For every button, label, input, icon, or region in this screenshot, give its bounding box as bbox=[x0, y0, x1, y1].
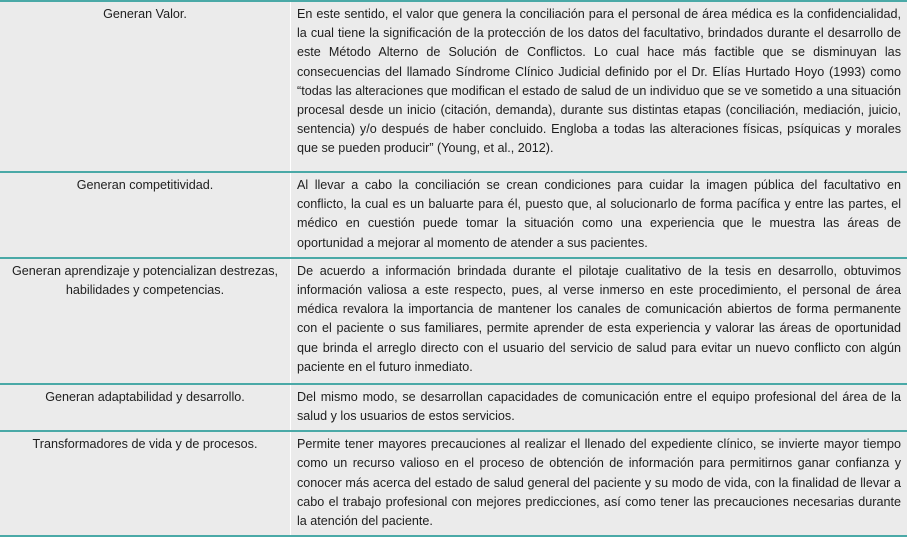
table-row bbox=[0, 431, 907, 536]
row-label: Transformadores de vida y de procesos. bbox=[0, 431, 291, 536]
row-label: Generan adaptabilidad y desarrollo. bbox=[0, 384, 291, 431]
row-description: Del mismo modo, se desarrollan capacidades de comunicación entre el equipo profesional del área de la salud y los usuarios de estos servicios. bbox=[291, 384, 907, 431]
row-label: Generan Valor. bbox=[0, 1, 291, 172]
row-label: Generan competitividad. bbox=[0, 172, 291, 258]
table-row bbox=[0, 1, 907, 172]
table-row bbox=[0, 258, 907, 384]
row-description: Al llevar a cabo la conciliación se crean condiciones para cuidar la imagen pública del facultativo en conflicto, la cual es un baluarte para él, puesto que, al solucionarlo de forma pacífica y entre las partes, el médico en cuestión puede tomar la situación como una experiencia que le muestra las áreas de oportunidad a mejorar al momento de atender a sus pacientes. bbox=[291, 172, 907, 258]
row-description: En este sentido, el valor que genera la conciliación para el personal de área médica es la confidencialidad, la cual tiene la significación de la protección de los datos del facultativo, brindados durante el desarrollo de este Método Alterno de Solución de Conflictos. Lo cual hace más factible que se disminuyan las consecuencias del llamado Síndrome Clínico Judicial definido por el Dr. Elías Hurtado Hoyo (1993) como “todas las alteraciones que modifican el estado de salud de un individuo que se ve sometido a una situación procesal desde un inicio (citación, demanda), durante sus distintas etapas (conciliación, mediación, juicio, sentencia) y/o después de haber concluido. Engloba a todas las alteraciones físicas, psíquicas y morales que se pueden producir” (Young, et al., 2012). bbox=[291, 1, 907, 172]
table-row bbox=[0, 384, 907, 431]
table-row bbox=[0, 172, 907, 258]
row-description: Permite tener mayores precauciones al realizar el llenado del expediente clínico, se invierte mayor tiempo como un recurso valioso en el proceso de obtención de información para permitirnos ganar confianza y conocer más acerca del estado de salud general del paciente y su modo de vida, con la finalidad de llevar a cabo el trabajo profesional con mejores predicciones, así como tener las precauciones necesarias durante la atención del paciente. bbox=[291, 431, 907, 536]
row-description: De acuerdo a información brindada durante el pilotaje cualitativo de la tesis en desarrollo, obtuvimos información valiosa a este respecto, pues, al verse inmerso en este procedimiento, el personal de área médica revalora la importancia de mantener los canales de comunicación abiertos de forma permanente con el paciente o sus familiares, permite aprender de esta experiencia y valorar las áreas de oportunidad que brinda el arreglo directo con el usuario del servicio de salud para evitar un nuevo conflicto con algún paciente en el futuro inmediato. bbox=[291, 258, 907, 384]
row-label: Generan aprendizaje y potencializan destrezas, habilidades y competencias. bbox=[0, 258, 291, 384]
